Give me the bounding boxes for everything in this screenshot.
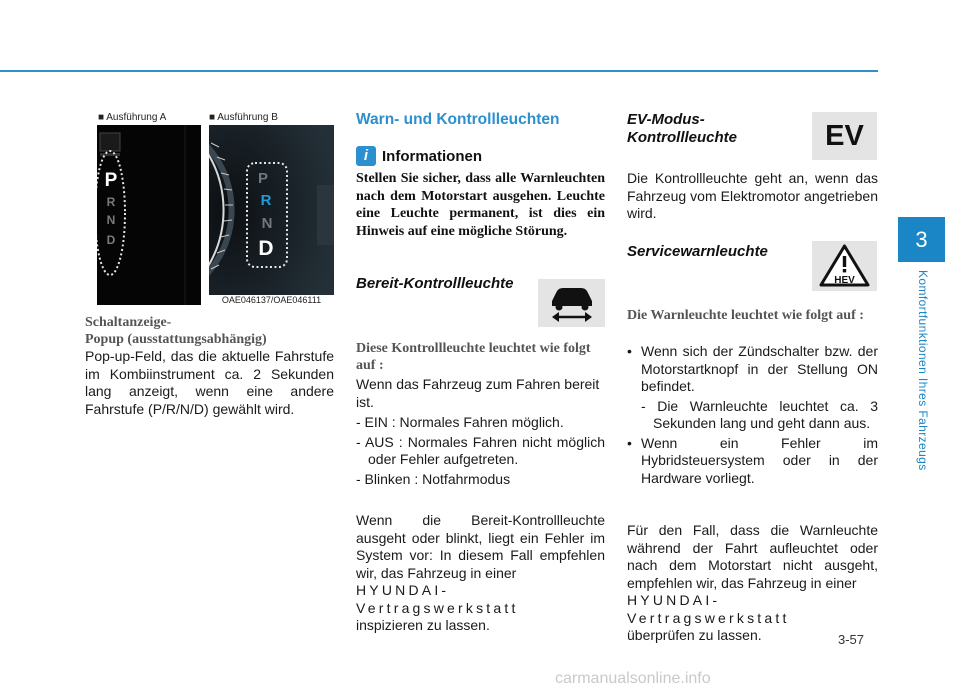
bullet-dot: • <box>627 343 632 359</box>
section-heading: Warn- und Kontrollleuchten <box>356 111 560 128</box>
service-list <box>627 343 878 487</box>
gear-a-n: N <box>106 213 116 227</box>
car-arrow-icon <box>538 279 605 327</box>
figure-label-a: ■ Ausführung A <box>98 112 167 123</box>
ready-indicator-icon <box>538 279 605 327</box>
header-rule <box>0 70 878 72</box>
chapter-title: Komfortfunktionen Ihres Fahrzeugs <box>916 270 930 471</box>
svg-text:HEV: HEV <box>834 275 855 286</box>
gear-b-p: P <box>257 170 269 187</box>
info-icon: i <box>356 146 376 166</box>
gear-popup-body: Pop-up-Feld, das die aktuelle Fahrstufe im Kombiinstrument ca. 2 Sekunden lang anzeigt, wenn eine andere Fahrstufe (P/R/N/D) gewählt wird. <box>85 348 334 417</box>
gear-a-p: P <box>104 170 118 191</box>
bullet-dot: • <box>627 434 632 451</box>
ready-item-off: - AUS : Normales Fahren nicht möglich oder Fehler aufgetreten. <box>356 433 605 467</box>
ev-indicator-icon: EV <box>812 112 877 160</box>
ready-item-on: - EIN : Normales Fahren möglich. <box>356 414 564 430</box>
service-subheading: Die Warnleuchte leuchtet wie folgt auf : <box>627 308 864 323</box>
service-dash-1: - Die Warnleuchte leuchtet ca. 3 Sekunden lang und geht dann aus. <box>641 397 878 431</box>
cluster-image-b <box>209 125 334 295</box>
hev-triangle-icon <box>812 241 877 291</box>
gear-popup-b-graphic <box>209 125 334 295</box>
ready-subheading: Diese Kontrollleuchte leuchtet wie folgt auf : <box>356 341 591 373</box>
ready-item-blink: - Blinken : Notfahrmodus <box>356 470 511 487</box>
gear-a-d: D <box>106 233 116 247</box>
figure-label-b: ■ Ausführung B <box>209 112 278 123</box>
gear-popup-a-graphic <box>97 125 201 305</box>
chapter-number-tab[interactable]: 3 <box>898 217 945 262</box>
ready-paragraph: Wenn die Bereit-Kontrollleuchte ausgeht oder blinkt, liegt ein Fehler im System vor: In diesem Fall empfehlen wir, das Fahrzeug in einer HYUNDAI-Vertragswerkstatt inspizieren zu lassen. <box>356 512 605 633</box>
info-text: Stellen Sie sicher, dass alle Warnleuchten nach dem Motorstart ausgehen. Leuchte eine Leuchte permanent, ist dies ein Hinweis auf eine mögliche Störung. <box>356 171 605 239</box>
gear-b-n: N <box>261 215 273 232</box>
watermark: carmanualsonline.info <box>555 670 711 687</box>
page-number: 3-57 <box>838 632 865 647</box>
ready-indicator-title: Bereit-Kontrollleuchte <box>356 275 514 292</box>
cluster-image-a <box>97 125 201 305</box>
gear-a-r: R <box>106 195 116 209</box>
service-bullet-2: • Wenn ein Fehler im Hybridsteuersystem oder in der Hardware vorliegt. <box>627 434 878 486</box>
gear-b-r: R <box>260 192 272 209</box>
gear-b-d: D <box>258 237 274 260</box>
service-bullet-1: • Wenn sich der Zündschalter bzw. der Motorstartknopf in der Stellung ON befindet. <box>627 343 878 394</box>
ready-list <box>356 414 605 488</box>
service-warning-title: Servicewarnleuchte <box>627 243 768 260</box>
ev-mode-title: EV-Modus- Kontrollleuchte <box>627 111 738 146</box>
gear-popup-heading: Schaltanzeige- Popup (ausstattungsabhängig) <box>85 315 267 347</box>
info-title: Informationen <box>382 148 482 165</box>
figure-code: OAE046137/OAE046111 <box>209 295 334 306</box>
service-paragraph: Für den Fall, dass die Warnleuchte während der Fahrt aufleuchtet oder nach dem Motorstart nicht ausgeht, empfehlen wir, das Fahrzeug in einer HYUNDAI-Vertragswerkstatt überprüfen zu lassen. <box>627 522 878 643</box>
hev-warning-icon <box>812 241 877 291</box>
ev-mode-body: Die Kontrollleuchte geht an, wenn das Fahrzeug vom Elektromotor angetrieben wird. <box>627 170 878 221</box>
ready-intro: Wenn das Fahrzeug zum Fahren bereit ist. <box>356 376 600 410</box>
